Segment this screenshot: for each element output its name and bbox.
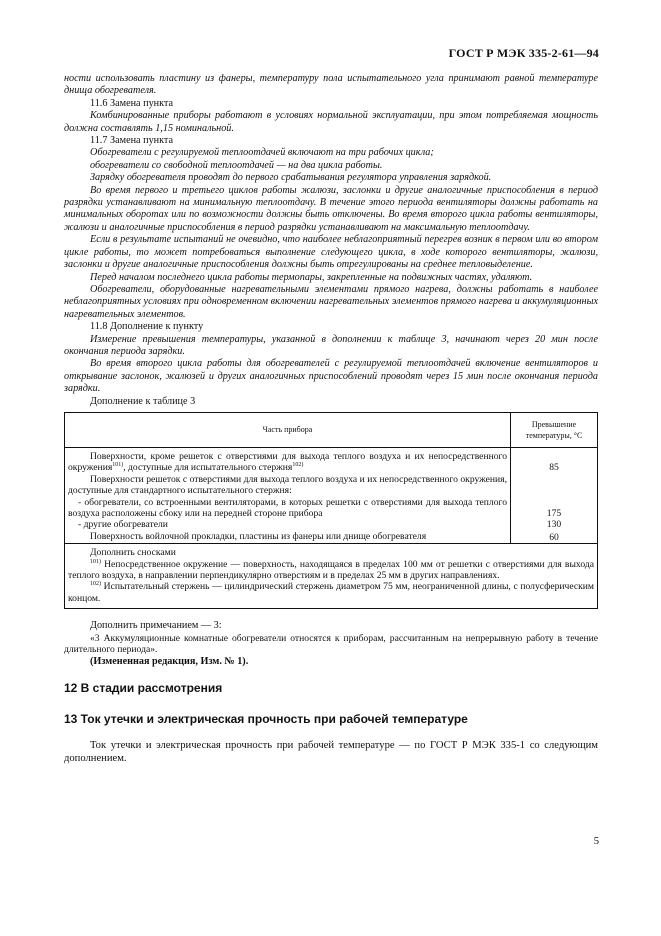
footnote-text: Испытательный стержень — цилиндрический стержень диаметром 75 мм, неограниченной длины, с полусферическим концом.: [68, 581, 594, 604]
section-11-7-text-b: обогреватели со свободной теплоотдачей — на два цикла работы.: [90, 159, 383, 171]
section-11-7-text-e: Если в результате испытаний не очевидно, что наиболее неблагоприятный перегрев возник в первом или во втором цикле работы, то может потребоваться выполнение следующего цикла, в ходе которого вентиляторы, жалюзи, заслонки и другие аналогичные приспособления должны быть отрегулированы на среднее тепловыделение.: [64, 234, 598, 271]
table-cell-part: [65, 531, 511, 544]
table-cell-text: - обогреватели, со встроенными вентиляторами, в которых решетки с отверстиями для выхода теплого воздуха расположены сбоку или на передней стороне прибора: [68, 496, 507, 519]
table-cell-text: , доступные для испытательного стержня: [123, 462, 293, 474]
table-cell-part: [65, 497, 511, 520]
table-cell-text: Поверхности решеток с отверстиями для выхода теплого воздуха и их непосредственного окружения, доступные для стандартного испытательного стержня:: [68, 473, 507, 497]
footnote-ref: 102): [292, 462, 304, 469]
table-cell-part: [65, 474, 511, 497]
table-footnotes: [64, 544, 598, 609]
section-11-7-text-c: Зарядку обогревателя проводят до первого срабатывания регулятора управления зарядкой.: [90, 172, 492, 184]
section-11-8-heading: 11.8 Дополнение к пункту: [90, 321, 204, 333]
table-intro: Дополнение к таблице 3: [90, 395, 196, 407]
table-cell-value: [511, 474, 598, 497]
section-11-7-text-g: Обогреватели, оборудованные нагревательными элементами прямого нагрева, должны работать в наиболее неблагоприятных условиях при одновременном включении нагревательных элементов прямого нагрева и аккумуляционных нагревательных элементов.: [64, 283, 598, 320]
section-13-heading: 13 Ток утечки и электрическая прочность при рабочей температуре: [64, 711, 468, 726]
footnote-marker: 101): [90, 558, 101, 565]
section-11-7-text-a: Обогреватели с регулируемой теплоотдачей включают на три рабочих цикла;: [90, 147, 434, 159]
table-row: [65, 519, 598, 530]
page-number: 5: [593, 836, 599, 847]
table-cell-value: 85: [511, 447, 598, 473]
table-row: [65, 531, 598, 544]
document-header: ГОСТ Р МЭК 335-2-61—94: [448, 46, 599, 60]
table-cell-text: - другие обогреватели: [78, 519, 168, 531]
document-body: [64, 73, 598, 765]
paragraph-continuation: ности использовать пластину из фанеры, температуру пола испытательного угла принимают равной температуре днища обогревателя.: [64, 73, 598, 97]
section-11-7-text-d: Во время первого и третьего циклов работы жалюзи, заслонки и другие аналогичные приспособления в период разрядки устанавливают на минимальную теплоотдачу. В течение этого периода вентиляторы должны работать на минимальных оборотах или по возможности должны быть отключены. Во время второго цикла работы вентиляторы, жалюзи и аналогичные приспособления в период разрядки устанавливают на максимальную теплоотдачу.: [64, 184, 598, 233]
table-cell-value: 60: [511, 531, 598, 544]
section-11-6-heading: 11.6 Замена пункта: [90, 97, 174, 109]
footnotes-title: Дополнить сносками: [90, 547, 176, 559]
footnote-marker: 102): [90, 581, 101, 588]
section-11-8-text-a: Измерение превышения температуры, указанной в дополнении к таблице 3, начинают через 20 мин после окончания периода зарядки.: [64, 333, 598, 357]
table-cell-value: 175: [511, 497, 598, 520]
section-12-heading: 12 В стадии рассмотрения: [64, 681, 223, 696]
table-cell-text: Поверхность войлочной прокладки, пластины из фанеры или днище обогревателя: [90, 530, 427, 542]
section-11-6-text: Комбинированные приборы работают в условиях нормальной эксплуатации, при этом потребляемая мощность должна составлять 1,15 номинальной.: [64, 110, 598, 134]
table-cell-part: [65, 447, 511, 473]
footnote-text: Непосредственное окружение — поверхность, находящаяся в пределах 100 мм от решетки с отверстиями для выхода теплого воздуха, в направлении перпендикулярно отверстиям и в пределах 25 мм в других направлениях.: [68, 558, 594, 582]
note-title: Дополнить примечанием — 3:: [90, 620, 222, 632]
footnote-102: [68, 581, 594, 604]
table-cell-value: 130: [511, 519, 598, 530]
footnote-101: [68, 559, 594, 582]
table-header-part: Часть прибора: [65, 412, 511, 447]
table-row: [65, 474, 598, 497]
note-text: «3 Аккумуляционные комнатные обогреватели относятся к приборам, рассчитанным на непрерывную работу в течение длительного периода».: [64, 632, 598, 656]
section-11-7-text-f: Перед началом последнего цикла работы термопары, закрепленные на подвижных частях, удаляют.: [90, 271, 533, 283]
table-header-row: [65, 412, 598, 447]
section-13-text: Ток утечки и электрическая прочность при рабочей температуре — по ГОСТ Р МЭК 335-1 со следующим дополнением.: [64, 740, 598, 765]
table-header-temp: Превышение температуры, °С: [511, 412, 598, 447]
table-3-addition: [64, 412, 598, 544]
table-row: [65, 497, 598, 520]
footnote-ref: 101): [112, 462, 124, 469]
table-row: [65, 447, 598, 473]
revision-note: (Измененная редакция, Изм. № 1).: [90, 655, 249, 667]
section-11-8-text-b: Во время второго цикла работы для обогревателей с регулируемой теплоотдачей включение вентиляторов и открывание заслонок, жалюзей и других аналогичных приспособлений проводят через 15 мин после окончания периода зарядки.: [64, 358, 598, 395]
table-cell-part: [65, 519, 511, 530]
table-cell-text: Поверхности, кроме решеток с отверстиями для выхода теплого воздуха и их непосредственного окружения: [68, 450, 507, 474]
section-11-7-heading: 11.7 Замена пункта: [90, 135, 174, 147]
